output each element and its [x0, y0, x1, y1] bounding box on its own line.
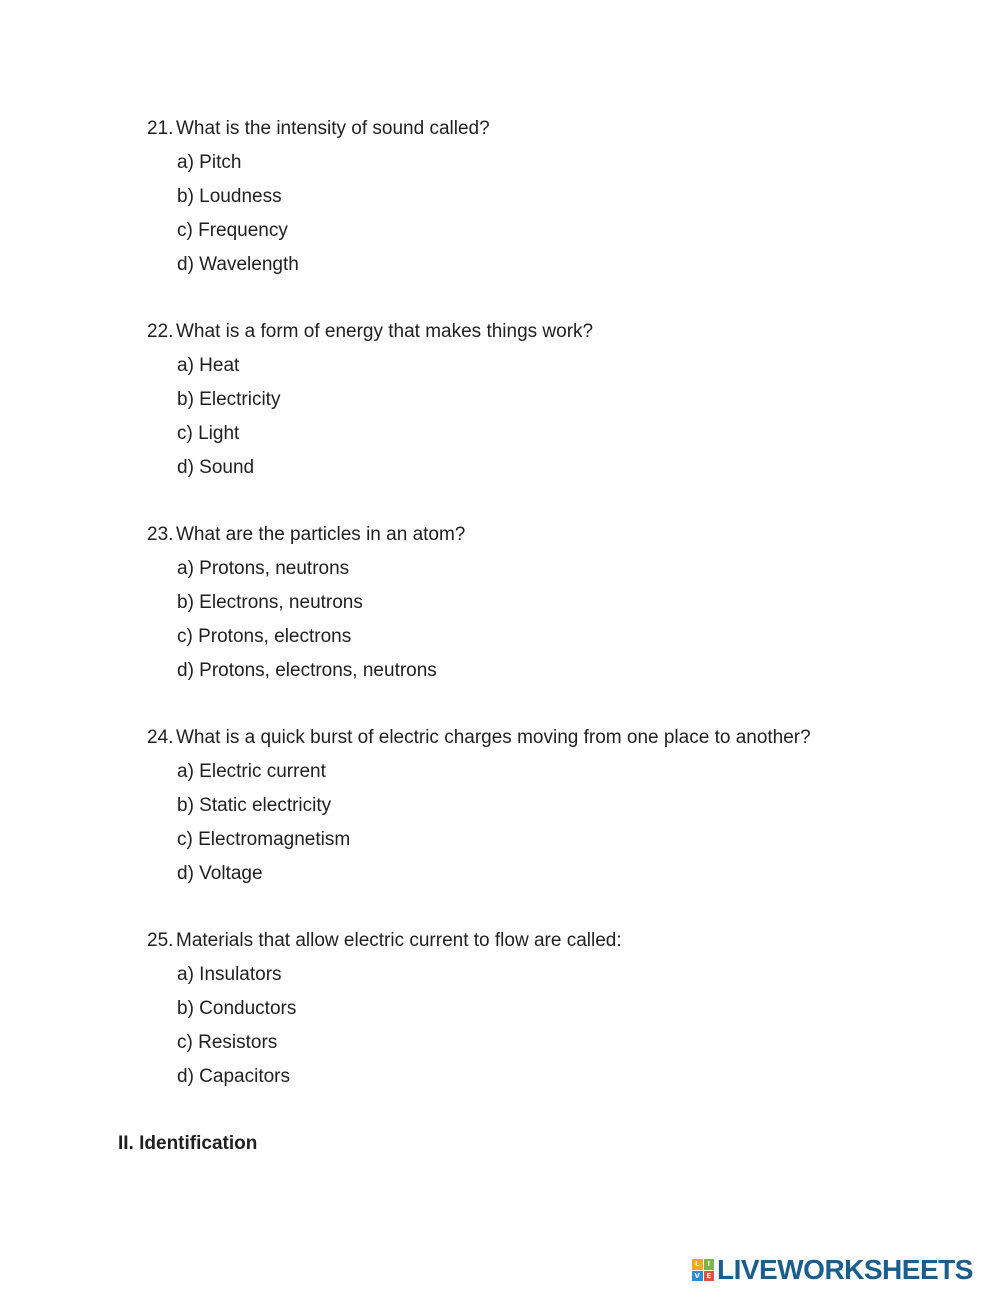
option-21-b: b) Loudness [177, 186, 282, 207]
option-25-c: c) Resistors [177, 1032, 278, 1053]
option-22-b: b) Electricity [177, 389, 281, 410]
question-24 [147, 727, 811, 749]
option-24-c: c) Electromagnetism [177, 829, 351, 850]
question-21 [147, 118, 490, 140]
option-23-c: c) Protons, electrons [177, 626, 352, 647]
question-25 [147, 930, 622, 952]
logo-icon-letter: E [704, 1271, 715, 1282]
question-text: What are the particles in an atom? [176, 524, 466, 545]
question-23 [147, 524, 465, 546]
option-25-a: a) Insulators [177, 964, 282, 985]
question-text: What is a form of energy that makes things work? [176, 321, 594, 342]
logo-icon-letter: I [704, 1259, 715, 1270]
section-heading: II. Identification [118, 1133, 258, 1154]
option-25-d: d) Capacitors [177, 1066, 290, 1087]
question-22 [147, 321, 593, 343]
logo-icon [692, 1259, 714, 1281]
question-number: 23. [147, 524, 174, 545]
liveworksheets-logo [692, 1255, 973, 1285]
option-23-d: d) Protons, electrons, neutrons [177, 660, 437, 681]
question-text: What is a quick burst of electric charges moving from one place to another? [176, 727, 811, 748]
question-number: 24. [147, 727, 174, 748]
option-25-b: b) Conductors [177, 998, 297, 1019]
option-24-d: d) Voltage [177, 863, 263, 884]
question-number: 21. [147, 118, 174, 139]
question-number: 22. [147, 321, 174, 342]
option-23-b: b) Electrons, neutrons [177, 592, 363, 613]
option-22-d: d) Sound [177, 457, 255, 478]
option-21-d: d) Wavelength [177, 254, 299, 275]
option-23-a: a) Protons, neutrons [177, 558, 350, 579]
option-21-c: c) Frequency [177, 220, 288, 241]
option-22-a: a) Heat [177, 355, 240, 376]
question-text: Materials that allow electric current to flow are called: [176, 930, 622, 951]
question-number: 25. [147, 930, 174, 951]
logo-text: LIVEWORKSHEETS [717, 1254, 973, 1285]
option-21-a: a) Pitch [177, 152, 242, 173]
option-24-a: a) Electric current [177, 761, 326, 782]
logo-icon-letter: V [692, 1271, 703, 1282]
option-24-b: b) Static electricity [177, 795, 332, 816]
question-text: What is the intensity of sound called? [176, 118, 490, 139]
logo-icon-letter: L [692, 1259, 703, 1270]
option-22-c: c) Light [177, 423, 240, 444]
